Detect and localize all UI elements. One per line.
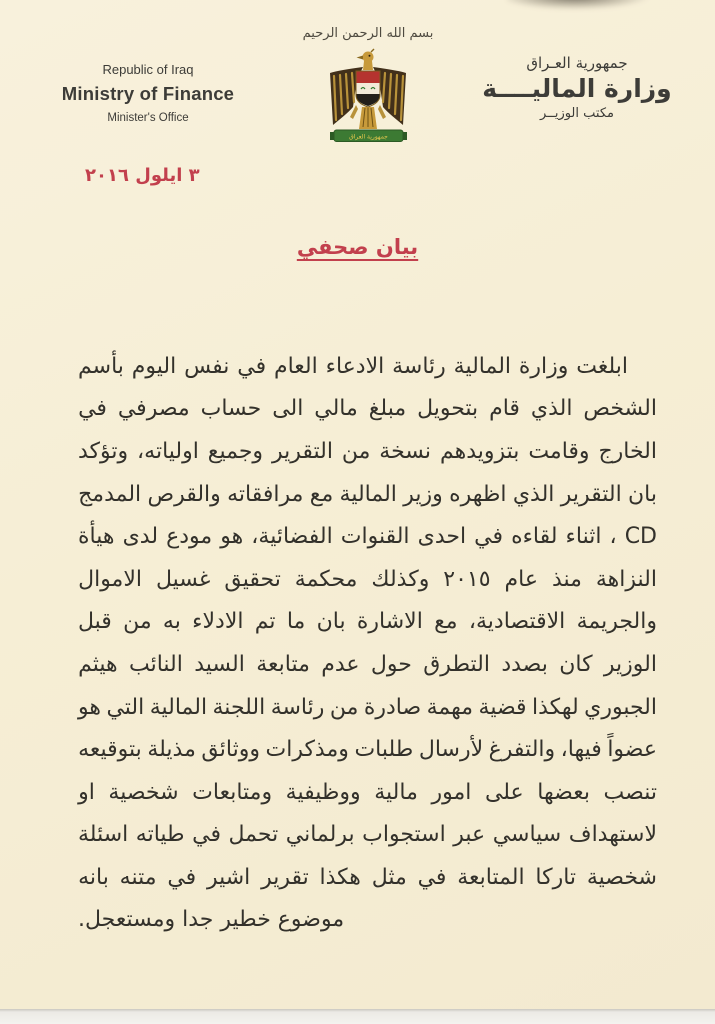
- word: العام: [273, 353, 318, 379]
- word: سياسي: [492, 822, 562, 848]
- word: محكمة: [294, 566, 358, 592]
- word: في: [192, 822, 221, 848]
- page-title: بيان صحفي: [296, 235, 419, 259]
- word: هو: [78, 694, 101, 720]
- word: بتحويل: [417, 396, 479, 422]
- word: المالية: [453, 353, 512, 379]
- word: تاركا: [535, 864, 577, 890]
- body-line: [78, 558, 657, 601]
- word: ،: [609, 524, 617, 550]
- word: في: [78, 396, 107, 422]
- word: هيثم: [78, 651, 118, 677]
- word: وقامت: [528, 438, 590, 464]
- word: بتوقيعه: [78, 737, 142, 763]
- letterhead-english: [48, 62, 248, 124]
- word: هيأة: [78, 524, 115, 550]
- word: اليوم: [131, 353, 177, 379]
- word: اللجنة: [212, 694, 266, 720]
- word: المالية: [339, 481, 397, 507]
- word: مهمة: [426, 694, 474, 720]
- body-line: [78, 814, 657, 857]
- word: مع: [434, 609, 458, 635]
- word: المتابعة: [457, 864, 525, 890]
- word: فيها،: [560, 737, 602, 763]
- letterhead-arabic: [477, 54, 677, 121]
- word: استجواب: [362, 822, 446, 848]
- word: امور: [431, 779, 472, 805]
- ministry-name-ar: وزارة الماليــــة: [482, 74, 672, 103]
- body-line: [78, 771, 657, 814]
- word: اسئلة: [78, 822, 129, 848]
- word: السيد: [194, 651, 245, 677]
- word: التقرير: [560, 481, 622, 507]
- word: عبر: [453, 822, 486, 848]
- word: الجبوري: [584, 694, 657, 720]
- word: النائب: [128, 651, 183, 677]
- scan-smudge-artifact: [507, 0, 657, 11]
- word: في: [237, 353, 267, 379]
- word: عضواً: [607, 737, 657, 763]
- word: رئاسة: [392, 353, 446, 379]
- iraq-coat-of-arms-icon: [320, 47, 417, 142]
- word: بصدد: [501, 651, 548, 677]
- word: مصرفي: [117, 396, 190, 422]
- scan-edge-strip: [0, 1009, 715, 1024]
- word: وزير: [403, 481, 443, 507]
- word: مثل: [371, 864, 407, 890]
- word: لأرسال: [418, 737, 484, 763]
- word: الاقتصادية،: [468, 609, 566, 635]
- word: شخصية: [108, 779, 179, 805]
- word: كان: [559, 651, 593, 677]
- word: طياته: [135, 822, 185, 848]
- word: الذي: [530, 396, 573, 422]
- body-line: موضوع خطير جدا ومستعجل.: [78, 906, 345, 932]
- word: مذيلة: [147, 737, 196, 763]
- word: في: [167, 864, 197, 890]
- word: الاشارة: [356, 609, 423, 635]
- body-line: [78, 643, 657, 686]
- document-date: ٣ ايلول ٢٠١٦: [85, 165, 200, 186]
- word: متابعة: [256, 651, 310, 677]
- body-line: [78, 686, 657, 729]
- word: غسيل: [155, 566, 211, 592]
- word: بعضها: [537, 779, 590, 805]
- word: عدم: [321, 651, 360, 677]
- word: القنوات: [340, 524, 410, 550]
- word: حول: [370, 651, 412, 677]
- word: ما: [286, 609, 306, 635]
- word: من: [329, 694, 359, 720]
- ministry-name-en: Ministry of Finance: [61, 83, 235, 104]
- word: وكذلك: [371, 566, 430, 592]
- word: نسخة: [379, 438, 432, 464]
- word: الى: [272, 396, 304, 422]
- word: منذ: [551, 566, 582, 592]
- word: بتزويدهم: [439, 438, 520, 464]
- body-line: [78, 601, 657, 644]
- word: وزارة: [518, 353, 569, 379]
- word: ومذكرات: [265, 737, 349, 763]
- country-name-ar: جمهورية العـراق: [526, 54, 628, 72]
- body-line: [78, 345, 657, 388]
- word: لدى: [122, 524, 159, 550]
- word: لقاءه: [511, 524, 558, 550]
- bismillah-calligraphy: بسم الله الرحمن الرحيم: [302, 26, 434, 41]
- word: التي: [106, 694, 145, 720]
- word: الذي: [512, 481, 555, 507]
- word: والقرص: [147, 481, 221, 507]
- word: مودع: [166, 524, 213, 550]
- word: قضية: [478, 694, 527, 720]
- word: في: [417, 864, 447, 890]
- word: به: [162, 609, 181, 635]
- word: في: [474, 524, 503, 550]
- word: التقرير: [271, 438, 333, 464]
- word: قبل: [78, 609, 112, 635]
- word: اثناء: [565, 524, 602, 550]
- word: برلماني: [285, 822, 355, 848]
- word: تنصب: [603, 779, 657, 805]
- word: ووظيفية: [285, 779, 361, 805]
- word: بأسم: [78, 353, 124, 379]
- word: اولياته،: [137, 438, 199, 464]
- body-line: [78, 856, 657, 899]
- word: بان: [628, 481, 657, 507]
- word: او: [78, 779, 95, 805]
- word: متنه: [119, 864, 157, 890]
- word: هكذا: [319, 864, 361, 890]
- word: ووثائق: [201, 737, 260, 763]
- word: صادرة: [363, 694, 422, 720]
- word: والتفرغ: [488, 737, 556, 763]
- word: بانه: [78, 864, 109, 890]
- emblem-scroll-text: جمهورية العراق: [349, 133, 388, 141]
- body-line: [78, 388, 657, 431]
- word: مع: [309, 481, 334, 507]
- office-name-en: Minister's Office: [107, 112, 189, 124]
- word: CD: [624, 524, 657, 550]
- body-line: [78, 430, 657, 473]
- body-line: [78, 728, 657, 771]
- word: النزاهة: [595, 566, 657, 592]
- country-name-en: Republic of Iraq: [102, 62, 194, 77]
- word: وتؤكد: [78, 438, 129, 464]
- word: بان: [316, 609, 346, 635]
- word: ابلغت: [576, 353, 628, 379]
- word: لهكذا: [532, 694, 579, 720]
- word: المالية: [149, 694, 208, 720]
- word: تقرير: [261, 864, 309, 890]
- word: اشير: [206, 864, 251, 890]
- office-name-ar: مكتب الوزيــر: [540, 106, 614, 121]
- word: نفس: [184, 353, 230, 379]
- word: رئاسة: [270, 694, 325, 720]
- body-line: [78, 515, 657, 558]
- word: مالي: [314, 396, 358, 422]
- word: تحمل: [228, 822, 279, 848]
- word: ٢٠١٥: [443, 566, 491, 592]
- body-line: [78, 473, 657, 516]
- word: على: [484, 779, 524, 805]
- word: الخارج: [598, 438, 657, 464]
- word: حساب: [200, 396, 262, 422]
- word: تم: [254, 609, 276, 635]
- word: الفضائية،: [251, 524, 333, 550]
- word: تحقيق: [224, 566, 281, 592]
- word: الادلاء: [192, 609, 244, 635]
- word: اظهره: [449, 481, 507, 507]
- word: الادعاء: [325, 353, 385, 379]
- word: شخصية: [586, 864, 657, 890]
- word: وجميع: [207, 438, 264, 464]
- word: مبلغ: [368, 396, 407, 422]
- word: عام: [504, 566, 538, 592]
- word: ومتابعات: [192, 779, 273, 805]
- word: الشخص: [583, 396, 657, 422]
- word: الاموال: [78, 566, 142, 592]
- body-text: [78, 345, 657, 941]
- word: التطرق: [423, 651, 490, 677]
- word: لاستهداف: [568, 822, 657, 848]
- word: هو: [220, 524, 244, 550]
- word: مرافقاته: [227, 481, 304, 507]
- word: الوزير: [603, 651, 657, 677]
- word: من: [123, 609, 152, 635]
- word: قام: [489, 396, 520, 422]
- word: والجريمة: [576, 609, 657, 635]
- word: من: [341, 438, 371, 464]
- word: مالية: [374, 779, 418, 805]
- word: احدى: [417, 524, 467, 550]
- word: طلبات: [354, 737, 414, 763]
- word: المدمج: [78, 481, 142, 507]
